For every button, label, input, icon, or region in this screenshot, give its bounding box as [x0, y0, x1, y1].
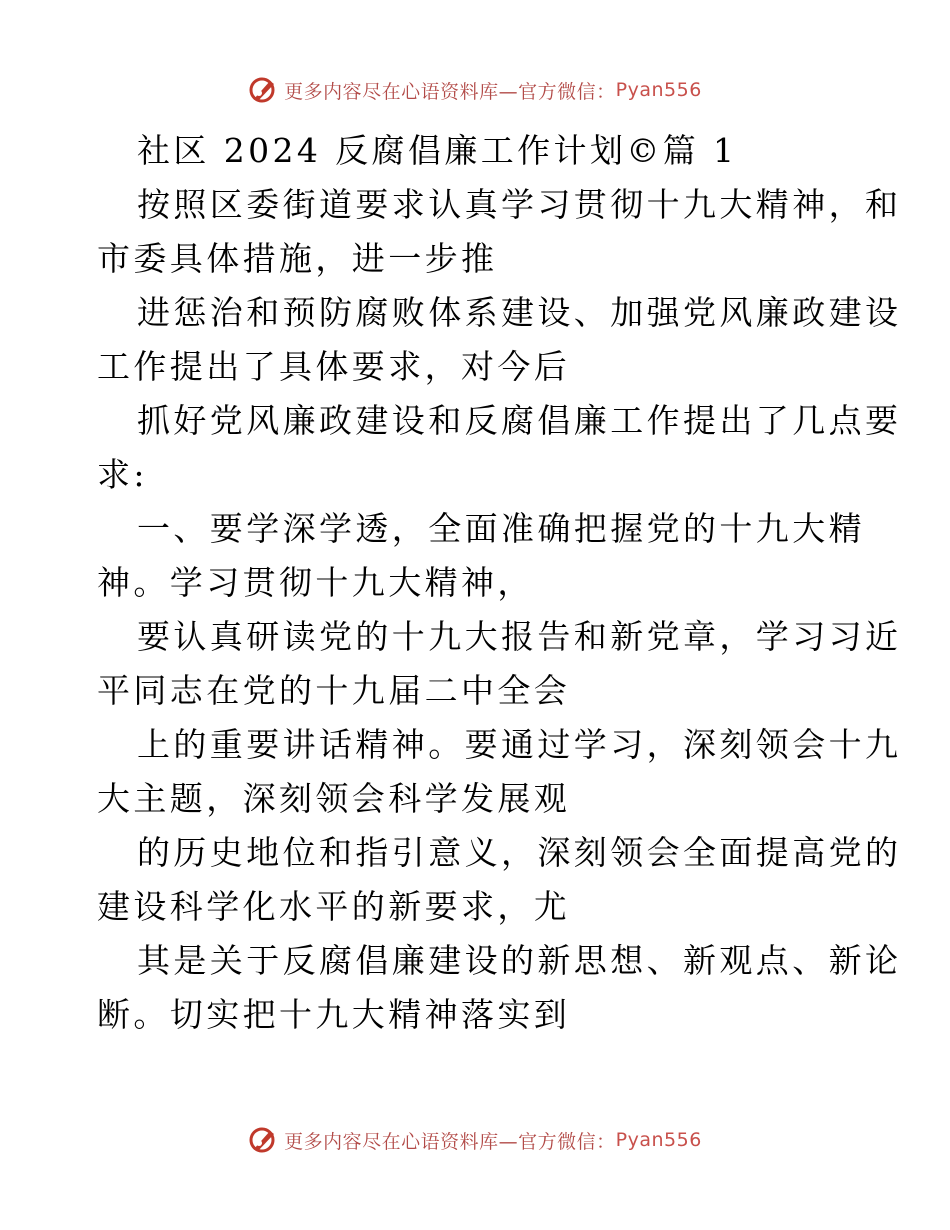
paragraph-line: 按照区委街道要求认真学习贯彻十九大精神，和	[137, 185, 902, 224]
header-banner	[0, 70, 950, 110]
quill-pen-logo-icon	[248, 75, 278, 105]
document-title: 社区 2024 反腐倡廉工作计划©篇 1	[137, 131, 738, 170]
paragraph-line: 神。学习贯彻十九大精神，	[97, 563, 534, 602]
paragraph-line: 平同志在党的十九届二中全会	[97, 671, 571, 710]
paragraph-line: 工作提出了具体要求，对今后	[97, 347, 571, 386]
footer-banner	[0, 1120, 950, 1160]
footer-banner-text: 更多内容尽在心语资料库—官方微信：	[284, 1130, 616, 1153]
paragraph-line: 断。切实把十九大精神落实到	[97, 995, 571, 1034]
header-banner-text: 更多内容尽在心语资料库—官方微信：	[284, 80, 616, 103]
paragraph-line: 进惩治和预防腐败体系建设、加强党风廉政建设	[137, 293, 902, 332]
paragraph-line: 上的重要讲话精神。要通过学习，深刻领会十九	[137, 725, 902, 764]
paragraph-line: 大主题，深刻领会科学发展观	[97, 779, 571, 818]
paragraph-line: 一、要学深学透，全面准确把握党的十九大精	[137, 509, 865, 548]
paragraph-line: 建设科学化水平的新要求，尤	[97, 887, 571, 926]
paragraph-line: 其是关于反腐倡廉建设的新思想、新观点、新论	[137, 941, 902, 980]
paragraph-line: 抓好党风廉政建设和反腐倡廉工作提出了几点要	[137, 401, 902, 440]
footer-banner-contact: Pyan556	[615, 1129, 702, 1151]
paragraph-line: 市委具体措施，进一步推	[97, 239, 498, 278]
document-body	[97, 124, 902, 1042]
quill-pen-logo-icon	[248, 1125, 278, 1155]
paragraph-line: 的历史地位和指引意义，深刻领会全面提高党的	[137, 833, 902, 872]
paragraph-line: 求:	[97, 455, 148, 494]
header-banner-contact: Pyan556	[615, 79, 702, 101]
paragraph-line: 要认真研读党的十九大报告和新党章，学习习近	[137, 617, 902, 656]
